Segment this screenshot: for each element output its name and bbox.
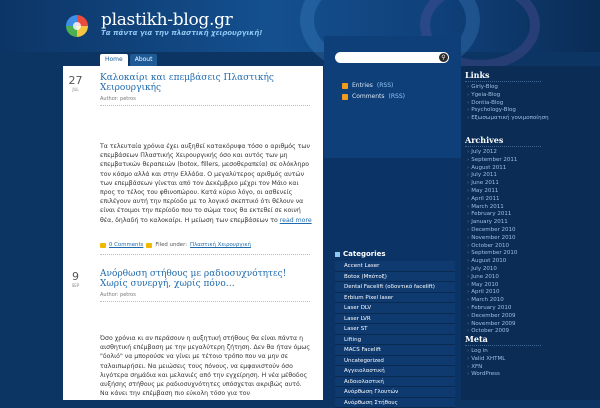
divider bbox=[100, 301, 310, 302]
archive-item[interactable]: › August 2011 bbox=[467, 165, 517, 173]
category-item[interactable]: Botox (Μπότοξ) bbox=[335, 272, 455, 283]
archive-item[interactable]: › February 2011 bbox=[467, 211, 517, 219]
primary-sidebar bbox=[324, 36, 461, 400]
archive-item[interactable]: › December 2009 bbox=[467, 313, 517, 321]
site-tagline: Τα πάντα για την πλαστική χειρουργική! bbox=[101, 29, 262, 37]
rss-comments-tag[interactable]: (RSS) bbox=[389, 93, 405, 100]
divider bbox=[465, 81, 541, 82]
post-excerpt-text: Τα τελευταία χρόνια έχει αυξηθεί κατακόρυφα τόσο ο αριθμός των επεμβάσεων Πλαστικής Χειρουργικής όσο και αυτός των μη επεμβατικών θεραπειών (botox, fillers, μεσοθεραπεία) σε ολόκληρο τον κόσμο αλλά και στην Ελλάδα. Ο μεγαλύτερος αριθμός αυτών των επεμβάσεων γίνεται από τον Δεκέμβριο μέχρι τον Μάιο και προς το τέλος του φθινοπώρου. Κατά κύριο λόγο, οι ασθενείς επιλέγουν αυτή την περίοδο με το λογικό σκεπτικό ότι θέλουν να είναι έτοιμοι την περίοδο που το σώμα τους θα εκτεθεί σε κοινή θέα, δηλαδή το καλοκαίρι. Η μείωση των επεμβάσεων το bbox=[100, 143, 310, 224]
archive-item[interactable]: › September 2010 bbox=[467, 250, 517, 258]
archive-item[interactable]: › November 2009 bbox=[467, 321, 517, 329]
category-item[interactable]: Uncategorized bbox=[335, 356, 455, 367]
post-excerpt bbox=[100, 142, 312, 225]
divider bbox=[465, 146, 541, 147]
links-item[interactable]: › Dontia-Blog bbox=[467, 100, 549, 108]
archive-item[interactable]: › January 2011 bbox=[467, 219, 517, 227]
archive-item[interactable]: › July 2011 bbox=[467, 172, 517, 180]
search-icon[interactable]: ⚲ bbox=[439, 53, 448, 62]
archive-item[interactable]: › March 2011 bbox=[467, 204, 517, 212]
archive-item[interactable]: › September 2011 bbox=[467, 157, 517, 165]
category-item[interactable]: MACS Facelift bbox=[335, 345, 455, 356]
divider bbox=[465, 345, 541, 346]
post-day: 9 bbox=[63, 270, 88, 283]
archive-item[interactable]: › July 2010 bbox=[467, 266, 517, 274]
category-link[interactable]: Πλαστική Χειρουργική bbox=[190, 242, 251, 248]
filed-under-label: Filed under: bbox=[155, 242, 187, 248]
category-item[interactable]: Lifting bbox=[335, 335, 455, 346]
rss-entries[interactable] bbox=[342, 80, 405, 91]
tab-about[interactable]: About bbox=[130, 54, 158, 66]
links-item[interactable]: › Εξωσωματική γονιμοποίηση bbox=[467, 115, 549, 123]
meta-list bbox=[467, 348, 505, 379]
post-author: Author: petros bbox=[100, 96, 136, 102]
post-title-link[interactable]: Καλοκαίρι και επεμβάσεις Πλαστικής Χειρουργικής bbox=[100, 73, 310, 93]
rss-comments[interactable] bbox=[342, 91, 405, 102]
category-item[interactable]: Ανόρθωση Γλουτών bbox=[335, 387, 455, 398]
post-date bbox=[63, 270, 88, 288]
archive-item[interactable]: › July 2012 bbox=[467, 149, 517, 157]
category-item[interactable]: Accent Laser bbox=[335, 261, 455, 272]
post-excerpt-text: Όσο χρόνια κι αν περάσουν η αυξητική στήθους θα είναι πάντα η αισθητική επέμβαση με την μεγαλύτερη ζήτηση. Δεν θα ήταν όμως "δολιό" να μπορούσε να γίνει με τέτοιο τρόπο που να μην σε ταλαιπωρήσει. Να μειώσεις τους πόνους, να εμφανιστούν όσο λιγότερα σημάδια και μελανιές από την εγχείρηση. Η νέα μέθοδος αυξήσης στήθους με ραδιοσυχνότητες υπόσχεται ακριβώς αυτό. Να κάνει την επέμβαση πιο εύκολη τόσο για τον bbox=[100, 335, 310, 397]
rss-icon bbox=[342, 94, 348, 100]
archives-list bbox=[467, 149, 517, 336]
meta-item[interactable]: › Valid XHTML bbox=[467, 356, 505, 364]
rss-icon bbox=[342, 83, 348, 89]
archive-item[interactable]: › April 2011 bbox=[467, 196, 517, 204]
archive-item[interactable]: › March 2010 bbox=[467, 297, 517, 305]
site-logo-icon[interactable] bbox=[66, 15, 88, 37]
post-date bbox=[63, 74, 88, 92]
tab-home[interactable]: Home bbox=[100, 54, 128, 66]
links-item[interactable]: › Girly-Blog bbox=[467, 84, 549, 92]
site-header bbox=[0, 0, 600, 52]
archive-item[interactable]: › April 2010 bbox=[467, 289, 517, 297]
comment-icon bbox=[100, 243, 106, 248]
comments-link[interactable]: 0 Comments bbox=[109, 242, 143, 248]
post-excerpt bbox=[100, 334, 312, 398]
site-title[interactable]: plastikh-blog.gr bbox=[101, 10, 233, 30]
read-more-link[interactable]: read more bbox=[280, 217, 312, 224]
archive-item[interactable]: › May 2010 bbox=[467, 282, 517, 290]
bullet-icon bbox=[335, 252, 340, 257]
meta-heading: Meta bbox=[465, 334, 488, 344]
archive-item[interactable]: › October 2009 bbox=[467, 328, 517, 336]
archives-heading: Archives bbox=[465, 135, 503, 145]
rss-links bbox=[342, 80, 405, 102]
post-month: JUL bbox=[63, 87, 88, 92]
category-item[interactable]: Dental Facelift (οδοντικό facelift) bbox=[335, 282, 455, 293]
post-day: 27 bbox=[63, 74, 88, 87]
category-item[interactable]: Αγγειολαστική bbox=[335, 366, 455, 377]
category-item[interactable]: Laser ST bbox=[335, 324, 455, 335]
archive-item[interactable]: › November 2010 bbox=[467, 235, 517, 243]
archive-item[interactable]: › August 2010 bbox=[467, 258, 517, 266]
meta-item[interactable]: › XFN bbox=[467, 364, 505, 372]
meta-item[interactable]: › WordPress bbox=[467, 371, 505, 379]
rss-comments-label[interactable]: Comments bbox=[352, 93, 385, 100]
main-nav bbox=[100, 54, 157, 66]
categories-heading bbox=[335, 250, 386, 258]
archive-item[interactable]: › December 2010 bbox=[467, 227, 517, 235]
post-meta bbox=[100, 242, 251, 248]
main-content bbox=[63, 66, 323, 400]
category-item[interactable]: Ανόρθωση Στήθους bbox=[335, 398, 455, 408]
category-item[interactable]: Laser DLV bbox=[335, 303, 455, 314]
meta-item[interactable]: › Log in bbox=[467, 348, 505, 356]
post-month: SEP bbox=[63, 283, 88, 288]
archive-item[interactable]: › February 2010 bbox=[467, 305, 517, 313]
categories-title: Categories bbox=[343, 250, 386, 258]
categories-list bbox=[335, 261, 455, 408]
post-author: Author: petros bbox=[100, 292, 136, 298]
links-list bbox=[467, 84, 549, 123]
search-input[interactable] bbox=[335, 52, 449, 63]
category-item[interactable]: Αιδοιολαστική bbox=[335, 377, 455, 388]
rss-entries-tag[interactable]: (RSS) bbox=[377, 82, 393, 89]
secondary-sidebar bbox=[461, 66, 600, 400]
divider bbox=[100, 254, 310, 255]
archive-item[interactable]: › June 2011 bbox=[467, 180, 517, 188]
category-item[interactable]: Laser LVR bbox=[335, 314, 455, 325]
post-title-link[interactable]: Ανόρθωση στήθους με ραδιοσυχνότητες! Χωρίς συνεργή, χωρίς πόνο… bbox=[100, 269, 310, 289]
category-item[interactable]: Erbium Pixel laser bbox=[335, 293, 455, 304]
archive-item[interactable]: › May 2011 bbox=[467, 188, 517, 196]
links-heading: Links bbox=[465, 70, 490, 80]
folder-icon bbox=[146, 243, 152, 248]
links-item[interactable]: › Psychology-Blog bbox=[467, 107, 549, 115]
links-item[interactable]: › Ygeia-Blog bbox=[467, 92, 549, 100]
archive-item[interactable]: › October 2010 bbox=[467, 243, 517, 251]
rss-entries-label[interactable]: Entries bbox=[352, 82, 373, 89]
archive-item[interactable]: › June 2010 bbox=[467, 274, 517, 282]
divider bbox=[100, 105, 310, 106]
